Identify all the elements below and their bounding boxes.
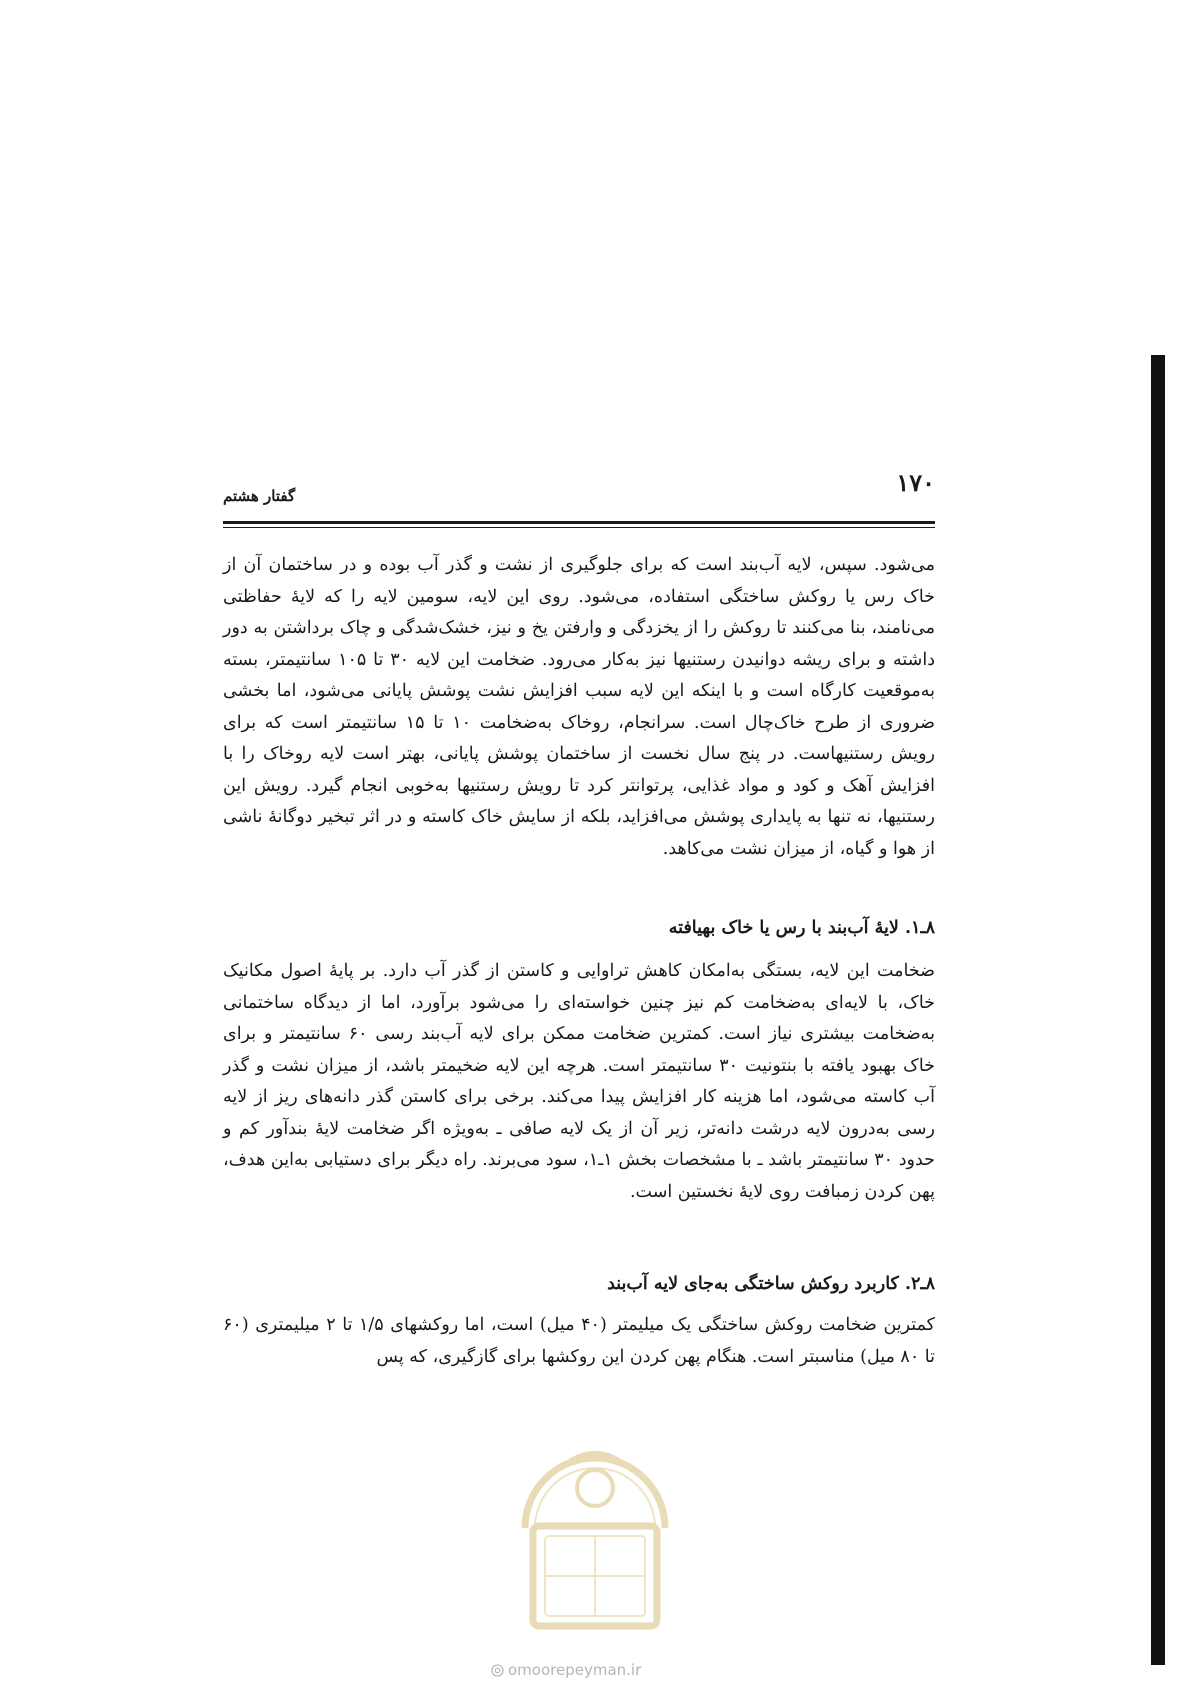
section-paragraph-8-2: کمترین ضخامت روکش ساختگی یک میلیمتر (۴۰ میل) است، اما روکشهای ۱/۵ تا ۲ میلیمتری (۶۰ تا ۸۰ میل) مناسبتر است. هنگام پهن کردن این روکشها برای گازگیری، که پس	[223, 1315, 936, 1367]
intro-paragraph: می‌شود. سپس، لایه آب‌بند است که برای جلوگیری از نشت و گذر آب بوده و در ساختمان آن از خاک رس یا روکش ساختگی استفاده، می‌شود. روی این لایه، سومین لایه را که لایهٔ حفاظتی می‌نامند، بنا می‌کنند تا روکش را از یخزدگی و وارفتن یخ و نیز، خشک‌شدگی و چاک برداشتن به دور داشته و برای ریشه دوانیدن رستنیها نیز به‌کار می‌رود. ضخامت این لایه ۳۰ تا ۱۰۵ سانتیمتر، بسته به‌موقعیت کارگاه است و با اینکه این لایه سبب افزایش نشت پوشش پایانی می‌شود، اما بخشی ضروری از طرح خاک‌چال است. سرانجام، روخاک به‌ضخامت ۱۰ تا ۱۵ سانتیمتر است که برای رویش رستنیهاست. در پنج سال نخست از ساختمان پوشش پایانی، بهتر است لایه روخاک را با افزایش آهک و کود و مواد غذایی، پرتوانتر کرد تا رویش رستنیها به‌خوبی انجام گیرد. رویش این رستنیها، نه تنها به پایداری پوشش می‌افزاید، بلکه از سایش خاک کاسته و در اثر تبخیر دوگانهٔ ناشی از هوا و گیاه، از میزان نشت می‌کاهد.	[223, 555, 935, 859]
section-paragraph-8-1: ضخامت این لایه، بستگی به‌امکان کاهش تراوایی و کاستن از گذر آب دارد. بر پایهٔ اصول مکانیک خاک، با لایه‌ای به‌ضخامت کم نیز چنین خواسته‌ای را می‌شود برآورد، اما از دیدگاه ساختمانی به‌ضخامت بیشتری نیاز است. کمترین ضخامت ممکن برای لایه آب‌بند رسی ۶۰ سانتیمتر و برای خاک بهبود یافته با بنتونیت ۳۰ سانتیمتر است. هرچه این لایه ضخیمتر باشد، از میزان نشت و گذر آب کاسته می‌شود، اما هزینه کار افزایش پیدا می‌کند. برخی برای کاستن گذر دانه‌های ریز از لایه رسی به‌درون لایه درشت دانه‌تر، زیر آن از یک لایه صافی ـ به‌ویژه اگر ضخامت لایهٔ بندآور کم و حدود ۳۰ سانتیمتر باشد ـ با مشخصات بخش ۱ـ۱، سود می‌برند. راه دیگر برای دستیابی به‌این هدف، پهن کردن زمبافت روی لایهٔ نخستین است.	[223, 961, 935, 1202]
scan-edge-bar	[1151, 355, 1165, 1665]
chapter-title: گفتار هشتم	[223, 487, 296, 505]
section-heading-8-1: ۸ـ۱. لایهٔ آب‌بند با رس یا خاک بهیافته	[668, 918, 935, 938]
website-watermark	[491, 1660, 701, 1680]
section-heading-8-2: ۸ـ۲. کاربرد روکش ساختگی به‌جای لایه آب‌بند	[607, 1274, 935, 1294]
header-rule-thick	[223, 521, 935, 524]
body-text	[223, 550, 935, 1373]
running-header	[223, 468, 935, 528]
at-sign-icon	[491, 1664, 504, 1677]
watermark-text: omoorepeyman.ir	[508, 1661, 642, 1679]
page-number: ۱۷۰	[896, 468, 935, 497]
library-seal-stamp	[505, 1408, 685, 1638]
header-rule-thin	[223, 527, 935, 528]
